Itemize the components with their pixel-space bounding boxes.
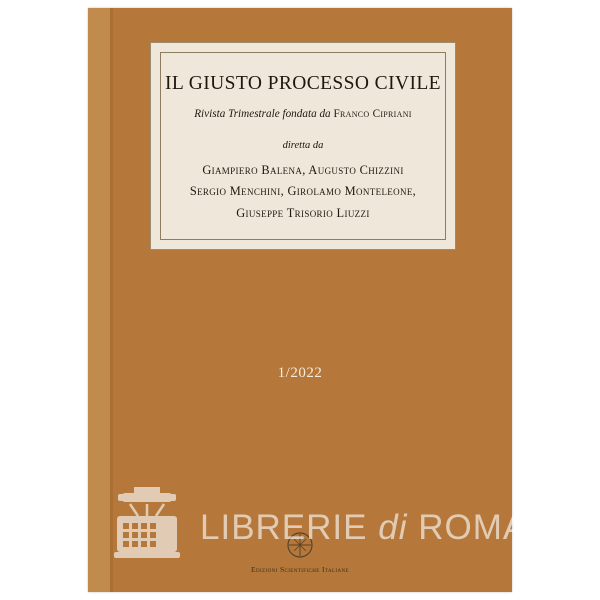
- editors-list: [190, 160, 416, 224]
- publisher-block: [88, 528, 512, 574]
- watermark-text-secondary: ROMA: [418, 508, 528, 547]
- title-panel: [150, 42, 456, 250]
- editor-line: Giuseppe Trisorio Liuzzi: [236, 205, 370, 220]
- subtitle-founder: Franco Cipriani: [333, 108, 412, 120]
- journal-title: IL GIUSTO PROCESSO CIVILE: [165, 73, 441, 94]
- directed-by-label: diretta da: [282, 140, 324, 151]
- book-spine-edge: [110, 8, 113, 592]
- subtitle-prefix: Rivista Trimestrale fondata da: [194, 108, 334, 120]
- journal-subtitle: [194, 108, 412, 120]
- publisher-name: Edizioni Scientifiche Italiane: [251, 565, 349, 574]
- editor-line: Sergio Menchini, Girolamo Monteleone,: [189, 184, 417, 199]
- issue-number: 1/2022: [277, 365, 323, 381]
- book-spine: [88, 8, 110, 592]
- title-panel-border: [160, 52, 446, 240]
- book-cover: [88, 8, 512, 592]
- watermark-text-italic: di: [378, 508, 408, 547]
- editor-line: Giampiero Balena, Augusto Chizzini: [202, 163, 404, 177]
- publisher-logo-icon: [283, 528, 317, 562]
- watermark-text-primary: LIBRERIE: [200, 508, 368, 547]
